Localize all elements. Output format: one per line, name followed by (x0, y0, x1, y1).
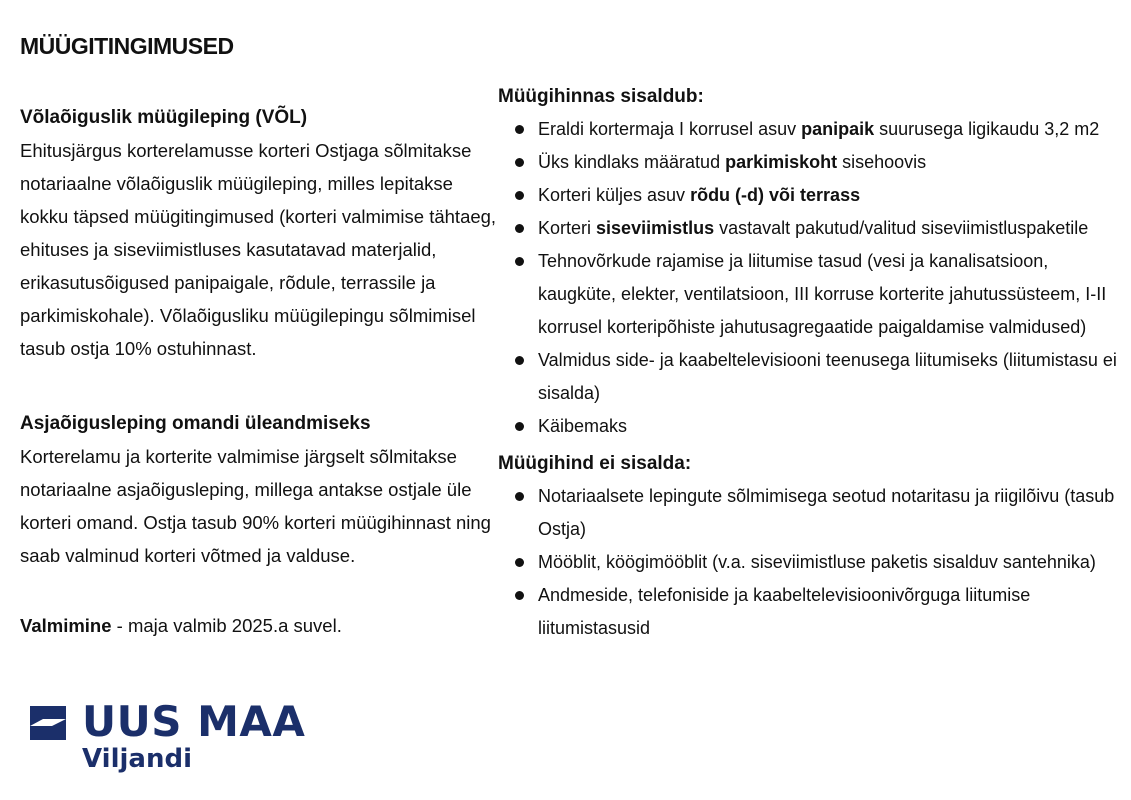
valmimine-section (20, 609, 505, 642)
asja-section (20, 407, 505, 572)
vol-section (20, 101, 505, 365)
excludes-list (498, 480, 1123, 645)
list-item: Üks kindlaks määratud parkimiskoht sisehoovis (498, 146, 1123, 179)
asja-text: Korterelamu ja korterite valmimise järgselt sõlmitakse notariaalne asjaõigusleping, millega antakse ostjale üle korteri omand. Ostja tasub 90% korteri müügihinnast ning saab valminud korteri võtmed ja valduse. (20, 446, 491, 566)
vol-heading: Võlaõiguslik müügileping (VÕL) (20, 107, 308, 128)
excludes-heading: Müügihind ei sisalda: (498, 453, 692, 474)
logo-city: Viljandi (82, 744, 192, 774)
includes-list (498, 113, 1123, 443)
list-item: Valmidus side- ja kaabeltelevisiooni teenusega liitumiseks (liitumistasu ei sisalda) (498, 344, 1123, 410)
list-item: Mööblit, köögimööblit (v.a. siseviimistluse paketis sisalduv santehnika) (498, 546, 1123, 579)
list-item: Korteri siseviimistlus vastavalt pakutud/valitud siseviimistluspaketile (498, 212, 1123, 245)
list-item: Korteri küljes asuv rõdu (-d) või terrass (498, 179, 1123, 212)
asja-heading: Asjaõigusleping omandi üleandmiseks (20, 413, 371, 434)
valmimine-line (20, 609, 505, 642)
list-item: Notariaalsete lepingute sõlmimisega seotud notaritasu ja riigilõivu (tasub Ostja) (498, 480, 1123, 546)
list-item: Käibemaks (498, 410, 1123, 443)
valmimine-text: - maja valmib 2025.a suvel. (111, 615, 342, 636)
list-item: Eraldi kortermaja I korrusel asuv panipaik suurusega ligikaudu 3,2 m2 (498, 113, 1123, 146)
includes-heading: Müügihinnas sisaldub: (498, 86, 704, 107)
list-item: Tehnovõrkude rajamise ja liitumise tasud (vesi ja kanalisatsioon, kaugküte, elekter, ventilatsioon, III korruse korterite jahutussüsteem, I-II korrusel korteripõhiste jahutusagregaatide paigaldamise valmidused) (498, 245, 1123, 344)
logo-mark-icon (30, 706, 66, 740)
list-item: Andmeside, telefoniside ja kaabeltelevisioonivõrguga liitumise liitumistasusid (498, 579, 1123, 645)
vol-text: Ehitusjärgus korterelamusse korteri Ostjaga sõlmitakse notariaalne võlaõiguslik müügileping, milles lepitakse kokku täpsed müügitingimused (korteri valmimise tähtaeg, ehituses ja siseviimistluses kasutatavad materjalid, erikasutusõigused panipaigale, rõdule, terrassile ja parkimiskohale). Võlaõigusliku müügilepingu sõlmimisel tasub ostja 10% ostuhinnast. (20, 140, 497, 359)
page-title: MÜÜGITINGIMUSED (20, 33, 234, 59)
excludes-section (498, 447, 1123, 645)
valmimine-label: Valmimine (20, 615, 112, 636)
includes-section (498, 80, 1123, 443)
logo-wordmark: UUS MAA (82, 697, 306, 746)
